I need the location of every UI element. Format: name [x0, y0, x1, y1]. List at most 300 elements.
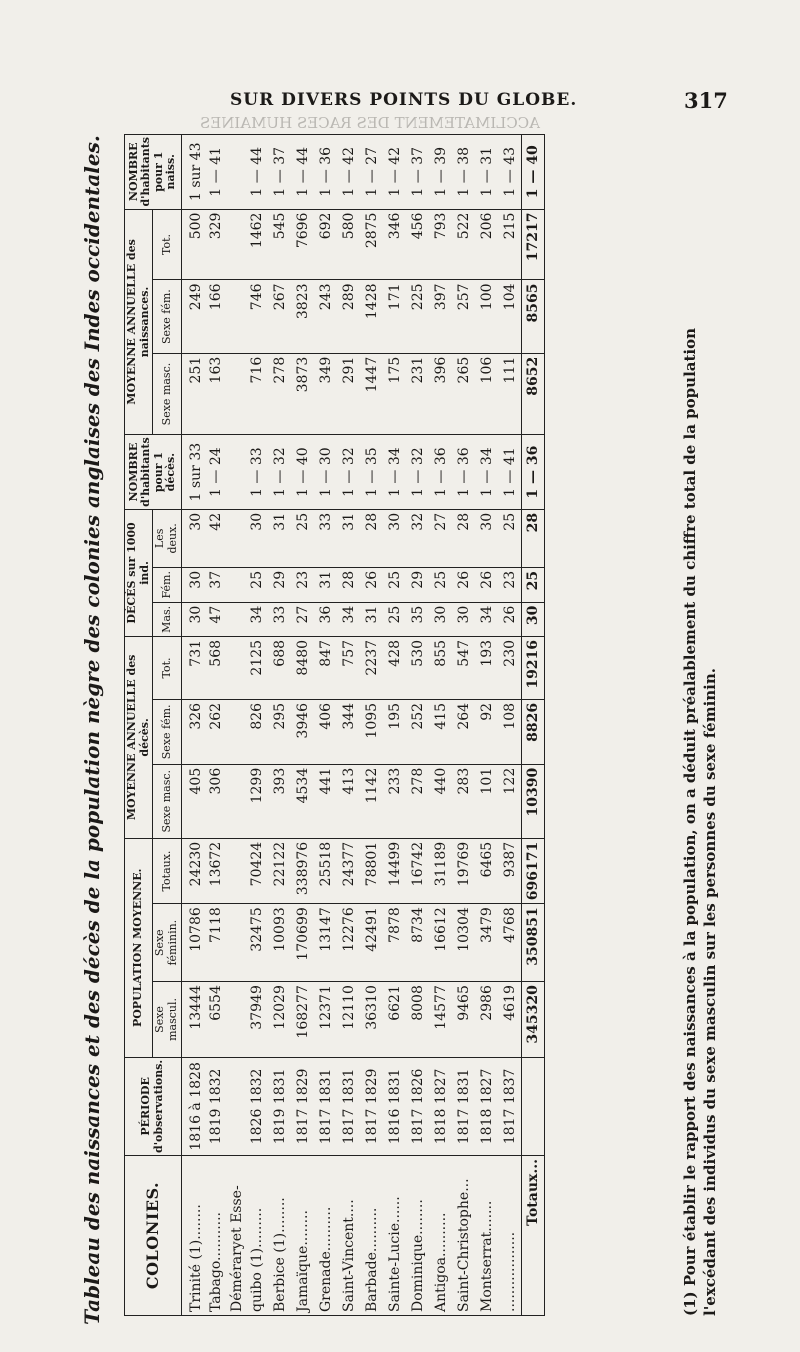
- cell-hab-dec: [228, 435, 246, 510]
- cell-periode: 1817 1826: [407, 1057, 430, 1155]
- cell-colonie: quibo (1).........: [246, 1156, 269, 1316]
- cell-nai-t: 2875: [361, 209, 384, 280]
- cell-mille-m: 30: [453, 602, 476, 636]
- cell-dec-m: 4534: [292, 764, 315, 838]
- footnote-line-2: l'excédant des individus du sexe masculin sur les personnes du sexe féminin.: [701, 668, 720, 1316]
- totals-nai-t: 17217: [522, 209, 545, 280]
- cell-colonie: Saint-Vincent....: [338, 1156, 361, 1316]
- cell-colonie: Berbice (1)........: [269, 1156, 292, 1316]
- cell-colonie: Antigoa..........: [430, 1156, 453, 1316]
- page-number: 317: [684, 88, 728, 113]
- cell-nai-m: [228, 353, 246, 435]
- table-row: [407, 135, 430, 1316]
- col-dec-fem: Sexe fém.: [153, 699, 181, 764]
- cell-nai-t: 346: [384, 209, 407, 280]
- cell-hab-nai: 1 — 39: [430, 135, 453, 210]
- col-pop-tot: Totaux.: [153, 838, 181, 903]
- cell-periode: 1819 1832: [205, 1057, 228, 1155]
- cell-mille-f: 29: [407, 567, 430, 602]
- cell-nai-t: 456: [407, 209, 430, 280]
- cell-nai-m: 111: [499, 353, 522, 435]
- cell-nai-m: 716: [246, 353, 269, 435]
- cell-mille-f: 26: [453, 567, 476, 602]
- cell-nai-t: [228, 209, 246, 280]
- footnote-line-1: (1) Pour établir le rapport des naissances à la population, on a déduit préalablement du chiffre total de la population: [681, 327, 699, 1316]
- cell-periode: 1818 1827: [430, 1057, 453, 1155]
- cell-hab-nai: 1 — 44: [246, 135, 269, 210]
- totals-nai-f: 8565: [522, 280, 545, 353]
- cell-nai-m: 265: [453, 353, 476, 435]
- cell-mille-d: 42: [205, 509, 228, 567]
- cell-nai-f: 249: [181, 280, 205, 353]
- cell-hab-nai: 1 — 42: [338, 135, 361, 210]
- cell-hab-nai: 1 sur 43: [181, 135, 205, 210]
- cell-periode: 1817 1831: [315, 1057, 338, 1155]
- cell-nai-m: 106: [476, 353, 499, 435]
- cell-nai-t: 545: [269, 209, 292, 280]
- cell-dec-m: 393: [269, 764, 292, 838]
- cell-hab-dec: 1 — 32: [269, 435, 292, 510]
- cell-colonie: Déméraryet Esse-: [228, 1156, 246, 1316]
- totals-dec-m: 10390: [522, 764, 545, 838]
- cell-mille-f: 26: [361, 567, 384, 602]
- cell-pop-f: 10786: [181, 904, 205, 982]
- cell-dec-m: 283: [453, 764, 476, 838]
- cell-mille-f: 29: [269, 567, 292, 602]
- table-row: [499, 135, 522, 1316]
- cell-nai-t: 692: [315, 209, 338, 280]
- cell-pop-f: 8734: [407, 904, 430, 982]
- cell-dec-t: 731: [181, 636, 205, 699]
- cell-nai-m: 163: [205, 353, 228, 435]
- totals-mille-d: 28: [522, 509, 545, 567]
- cell-hab-nai: 1 — 37: [269, 135, 292, 210]
- cell-dec-f: 326: [181, 699, 205, 764]
- cell-mille-f: 28: [338, 567, 361, 602]
- totals-nai-m: 8652: [522, 353, 545, 435]
- totals-dec-f: 8826: [522, 699, 545, 764]
- cell-mille-m: 36: [315, 602, 338, 636]
- cell-pop-f: [228, 904, 246, 982]
- cell-pop-t: 6465: [476, 838, 499, 903]
- cell-pop-m: [228, 982, 246, 1058]
- data-table: [124, 134, 545, 1316]
- cell-mille-m: 47: [205, 602, 228, 636]
- cell-pop-t: 13672: [205, 838, 228, 903]
- col-nai-fem: Sexe fém.: [153, 280, 181, 353]
- totals-mille-f: 25: [522, 567, 545, 602]
- col-periode: PÉRIODE d'observations.: [125, 1057, 182, 1155]
- table-row: [315, 135, 338, 1316]
- cell-pop-m: 36310: [361, 982, 384, 1058]
- cell-dec-f: 108: [499, 699, 522, 764]
- cell-mille-f: [228, 567, 246, 602]
- cell-pop-t: 338976: [292, 838, 315, 903]
- cell-periode: 1817 1831: [338, 1057, 361, 1155]
- cell-hab-dec: 1 — 36: [430, 435, 453, 510]
- cell-nai-f: 171: [384, 280, 407, 353]
- cell-mille-m: 34: [246, 602, 269, 636]
- cell-hab-dec: 1 — 40: [292, 435, 315, 510]
- totals-mille-m: 30: [522, 602, 545, 636]
- cell-colonie: Saint-Christophe...: [453, 1156, 476, 1316]
- cell-pop-f: 4768: [499, 904, 522, 982]
- cell-periode: 1816 1831: [384, 1057, 407, 1155]
- cell-pop-m: 12029: [269, 982, 292, 1058]
- cell-dec-m: 440: [430, 764, 453, 838]
- col-habitants-naissance: NOMBRE d'habitants pour 1 naiss.: [125, 135, 182, 210]
- table-row: [246, 135, 269, 1316]
- cell-dec-m: 101: [476, 764, 499, 838]
- cell-mille-m: 31: [361, 602, 384, 636]
- cell-nai-m: 3873: [292, 353, 315, 435]
- cell-mille-m: [228, 602, 246, 636]
- table-row: [453, 135, 476, 1316]
- cell-dec-m: 122: [499, 764, 522, 838]
- col-deces-moyenne: MOYENNE ANNUELLE des décès.: [125, 636, 153, 838]
- cell-nai-f: 1428: [361, 280, 384, 353]
- cell-nai-t: 500: [181, 209, 205, 280]
- table-row: [430, 135, 453, 1316]
- col-nai-tot: Tot.: [153, 209, 181, 280]
- cell-colonie: Trinité (1)........: [181, 1156, 205, 1316]
- cell-hab-dec: 1 — 34: [384, 435, 407, 510]
- cell-dec-m: 405: [181, 764, 205, 838]
- cell-nai-t: 7696: [292, 209, 315, 280]
- col-dec-masc: Sexe masc.: [153, 764, 181, 838]
- cell-hab-nai: 1 — 31: [476, 135, 499, 210]
- table-body: [181, 135, 545, 1316]
- col-pop-masc: Sexe mascul.: [153, 982, 181, 1058]
- cell-nai-t: 522: [453, 209, 476, 280]
- cell-mille-m: 30: [181, 602, 205, 636]
- cell-nai-m: 396: [430, 353, 453, 435]
- cell-dec-f: [228, 699, 246, 764]
- cell-mille-d: 31: [338, 509, 361, 567]
- cell-pop-m: 12110: [338, 982, 361, 1058]
- cell-pop-f: 13147: [315, 904, 338, 982]
- totals-spacer: [522, 1057, 545, 1155]
- cell-nai-m: 251: [181, 353, 205, 435]
- cell-mille-m: 35: [407, 602, 430, 636]
- cell-nai-f: 104: [499, 280, 522, 353]
- cell-periode: 1816 à 1828: [181, 1057, 205, 1155]
- table-row: [228, 135, 246, 1316]
- cell-hab-nai: 1 — 42: [384, 135, 407, 210]
- cell-nai-m: 231: [407, 353, 430, 435]
- cell-nai-f: 289: [338, 280, 361, 353]
- cell-dec-m: 441: [315, 764, 338, 838]
- cell-pop-t: 31189: [430, 838, 453, 903]
- table-caption: Tableau des naissances et des décès de la population nègre des colonies anglaises des Indes occidentales.: [80, 135, 104, 1325]
- cell-hab-nai: 1 — 27: [361, 135, 384, 210]
- cell-mille-f: 25: [246, 567, 269, 602]
- table-row: [205, 135, 228, 1316]
- cell-nai-t: 580: [338, 209, 361, 280]
- cell-hab-nai: 1 — 36: [315, 135, 338, 210]
- cell-dec-f: 262: [205, 699, 228, 764]
- table-row: [181, 135, 205, 1316]
- cell-pop-f: 7878: [384, 904, 407, 982]
- cell-pop-t: 70424: [246, 838, 269, 903]
- table-row: [292, 135, 315, 1316]
- cell-mille-d: 30: [384, 509, 407, 567]
- cell-mille-m: 34: [476, 602, 499, 636]
- table-row: [269, 135, 292, 1316]
- cell-mille-f: 30: [181, 567, 205, 602]
- cell-colonie: Barbade..........: [361, 1156, 384, 1316]
- cell-hab-nai: [228, 135, 246, 210]
- cell-nai-m: 1447: [361, 353, 384, 435]
- cell-periode: 1826 1832: [246, 1057, 269, 1155]
- totals-hab-nai: 1 — 40: [522, 135, 545, 210]
- cell-dec-f: 195: [384, 699, 407, 764]
- cell-periode: 1819 1831: [269, 1057, 292, 1155]
- cell-periode: 1817 1831: [453, 1057, 476, 1155]
- cell-colonie: Dominique........: [407, 1156, 430, 1316]
- cell-mille-m: 27: [292, 602, 315, 636]
- cell-dec-f: 415: [430, 699, 453, 764]
- cell-mille-d: 25: [499, 509, 522, 567]
- cell-mille-d: 30: [246, 509, 269, 567]
- cell-dec-f: 252: [407, 699, 430, 764]
- cell-periode: 1817 1829: [361, 1057, 384, 1155]
- footnote: [680, 136, 721, 1316]
- cell-pop-t: 19769: [453, 838, 476, 903]
- cell-dec-t: 2125: [246, 636, 269, 699]
- cell-pop-t: [228, 838, 246, 903]
- cell-nai-f: 257: [453, 280, 476, 353]
- cell-periode: [228, 1057, 246, 1155]
- table-row: [338, 135, 361, 1316]
- cell-periode: 1818 1827: [476, 1057, 499, 1155]
- totals-hab-dec: 1 — 36: [522, 435, 545, 510]
- cell-pop-f: 32475: [246, 904, 269, 982]
- cell-dec-m: 413: [338, 764, 361, 838]
- cell-dec-t: 688: [269, 636, 292, 699]
- cell-colonie: Montserrat.......: [476, 1156, 499, 1316]
- cell-pop-m: 13444: [181, 982, 205, 1058]
- cell-hab-dec: 1 — 32: [407, 435, 430, 510]
- cell-nai-t: 329: [205, 209, 228, 280]
- cell-dec-t: 2237: [361, 636, 384, 699]
- cell-mille-f: 26: [476, 567, 499, 602]
- cell-colonie: Sainte-Lucie......: [384, 1156, 407, 1316]
- cell-dec-m: 278: [407, 764, 430, 838]
- cell-mille-m: 34: [338, 602, 361, 636]
- cell-hab-dec: 1 — 32: [338, 435, 361, 510]
- cell-mille-d: 28: [361, 509, 384, 567]
- cell-mille-f: 31: [315, 567, 338, 602]
- col-naissances-moyenne: MOYENNE ANNUELLE des naissances.: [125, 209, 153, 435]
- bleed-through-text: ACCLIMATEMENT DES RACES HUMAINES: [200, 114, 541, 132]
- cell-pop-m: 2986: [476, 982, 499, 1058]
- cell-dec-m: 233: [384, 764, 407, 838]
- cell-hab-dec: 1 — 35: [361, 435, 384, 510]
- running-head: SUR DIVERS POINTS DU GLOBE.: [230, 90, 578, 110]
- cell-dec-t: 230: [499, 636, 522, 699]
- cell-hab-dec: 1 — 34: [476, 435, 499, 510]
- cell-dec-t: 757: [338, 636, 361, 699]
- cell-mille-m: 30: [430, 602, 453, 636]
- cell-mille-d: 27: [430, 509, 453, 567]
- cell-hab-dec: 1 — 30: [315, 435, 338, 510]
- cell-hab-nai: 1 — 44: [292, 135, 315, 210]
- cell-dec-f: 295: [269, 699, 292, 764]
- cell-hab-nai: 1 — 37: [407, 135, 430, 210]
- cell-mille-d: 32: [407, 509, 430, 567]
- cell-colonie: Tabago...........: [205, 1156, 228, 1316]
- cell-dec-m: 306: [205, 764, 228, 838]
- cell-pop-t: 9387: [499, 838, 522, 903]
- cell-mille-d: 28: [453, 509, 476, 567]
- cell-hab-nai: 1 — 43: [499, 135, 522, 210]
- cell-nai-m: 175: [384, 353, 407, 435]
- col-dec-tot: Tot.: [153, 636, 181, 699]
- cell-nai-f: 3823: [292, 280, 315, 353]
- cell-mille-f: 25: [430, 567, 453, 602]
- cell-pop-t: 78801: [361, 838, 384, 903]
- cell-dec-f: 406: [315, 699, 338, 764]
- cell-pop-m: 6621: [384, 982, 407, 1058]
- cell-nai-f: 166: [205, 280, 228, 353]
- cell-nai-f: 243: [315, 280, 338, 353]
- col-mille-deux: Les deux.: [153, 509, 181, 567]
- cell-dec-f: 1095: [361, 699, 384, 764]
- cell-pop-f: 170699: [292, 904, 315, 982]
- cell-pop-f: 42491: [361, 904, 384, 982]
- cell-mille-f: 23: [499, 567, 522, 602]
- cell-dec-t: [228, 636, 246, 699]
- cell-nai-m: 291: [338, 353, 361, 435]
- col-population: POPULATION MOYENNE.: [125, 838, 153, 1057]
- cell-pop-m: 9465: [453, 982, 476, 1058]
- col-mille-fem: Fém.: [153, 567, 181, 602]
- cell-nai-t: 793: [430, 209, 453, 280]
- col-mille-mas: Mas.: [153, 602, 181, 636]
- table-row: [361, 135, 384, 1316]
- col-nai-masc: Sexe masc.: [153, 353, 181, 435]
- cell-dec-t: 428: [384, 636, 407, 699]
- totals-pop-f: 350851: [522, 904, 545, 982]
- cell-dec-m: 1142: [361, 764, 384, 838]
- cell-pop-m: 14577: [430, 982, 453, 1058]
- cell-nai-t: 215: [499, 209, 522, 280]
- cell-pop-m: 12371: [315, 982, 338, 1058]
- cell-nai-t: 1462: [246, 209, 269, 280]
- cell-nai-f: 225: [407, 280, 430, 353]
- cell-nai-f: 746: [246, 280, 269, 353]
- cell-nai-m: 349: [315, 353, 338, 435]
- col-pop-fem: Sexe féminin.: [153, 904, 181, 982]
- cell-colonie: Grenade..........: [315, 1156, 338, 1316]
- cell-mille-d: [228, 509, 246, 567]
- cell-colonie: ..................: [499, 1156, 522, 1316]
- cell-pop-f: 10304: [453, 904, 476, 982]
- totals-pop-m: 345320: [522, 982, 545, 1058]
- cell-pop-f: 7118: [205, 904, 228, 982]
- cell-nai-f: [228, 280, 246, 353]
- cell-dec-t: 568: [205, 636, 228, 699]
- cell-pop-m: 4619: [499, 982, 522, 1058]
- cell-mille-f: 23: [292, 567, 315, 602]
- cell-hab-dec: 1 — 36: [453, 435, 476, 510]
- cell-dec-f: 92: [476, 699, 499, 764]
- cell-pop-t: 22122: [269, 838, 292, 903]
- cell-dec-f: 826: [246, 699, 269, 764]
- cell-dec-f: 264: [453, 699, 476, 764]
- cell-dec-m: [228, 764, 246, 838]
- col-colonies: COLONIES.: [125, 1156, 182, 1316]
- cell-hab-dec: 1 sur 33: [181, 435, 205, 510]
- cell-dec-f: 3946: [292, 699, 315, 764]
- cell-dec-t: 855: [430, 636, 453, 699]
- cell-mille-d: 30: [181, 509, 205, 567]
- cell-mille-m: 25: [384, 602, 407, 636]
- cell-periode: 1817 1829: [292, 1057, 315, 1155]
- cell-mille-d: 31: [269, 509, 292, 567]
- cell-pop-m: 6554: [205, 982, 228, 1058]
- cell-dec-t: 193: [476, 636, 499, 699]
- col-habitants-deces: NOMBRE d'habitants pour 1 décès.: [125, 435, 182, 510]
- cell-pop-t: 24377: [338, 838, 361, 903]
- cell-mille-f: 37: [205, 567, 228, 602]
- totals-pop-t: 696171: [522, 838, 545, 903]
- cell-dec-m: 1299: [246, 764, 269, 838]
- cell-nai-f: 100: [476, 280, 499, 353]
- cell-hab-dec: 1 — 41: [499, 435, 522, 510]
- cell-pop-m: 8008: [407, 982, 430, 1058]
- cell-dec-t: 547: [453, 636, 476, 699]
- cell-pop-m: 168277: [292, 982, 315, 1058]
- cell-pop-f: 12276: [338, 904, 361, 982]
- cell-nai-f: 267: [269, 280, 292, 353]
- cell-hab-nai: 1 — 38: [453, 135, 476, 210]
- cell-dec-f: 344: [338, 699, 361, 764]
- cell-mille-m: 33: [269, 602, 292, 636]
- cell-colonie: Jamaïque........: [292, 1156, 315, 1316]
- cell-pop-t: 14499: [384, 838, 407, 903]
- table-row: [384, 135, 407, 1316]
- cell-pop-t: 16742: [407, 838, 430, 903]
- cell-nai-m: 278: [269, 353, 292, 435]
- cell-pop-f: 16612: [430, 904, 453, 982]
- totals-dec-t: 19216: [522, 636, 545, 699]
- cell-hab-nai: 1 — 41: [205, 135, 228, 210]
- rotated-table-region: [80, 130, 740, 1330]
- cell-hab-dec: 1 — 24: [205, 435, 228, 510]
- cell-dec-t: 8480: [292, 636, 315, 699]
- totals-label: Totaux...: [522, 1156, 545, 1316]
- cell-periode: 1817 1837: [499, 1057, 522, 1155]
- cell-mille-d: 25: [292, 509, 315, 567]
- cell-nai-t: 206: [476, 209, 499, 280]
- cell-pop-t: 25518: [315, 838, 338, 903]
- cell-mille-m: 26: [499, 602, 522, 636]
- cell-dec-t: 847: [315, 636, 338, 699]
- totals-row: [522, 135, 545, 1316]
- cell-pop-f: 10093: [269, 904, 292, 982]
- cell-pop-m: 37949: [246, 982, 269, 1058]
- cell-mille-d: 30: [476, 509, 499, 567]
- col-deces-1000: DÉCÈS sur 1000 ind.: [125, 509, 153, 636]
- cell-pop-t: 24230: [181, 838, 205, 903]
- cell-hab-dec: 1 — 33: [246, 435, 269, 510]
- table-row: [476, 135, 499, 1316]
- cell-mille-f: 25: [384, 567, 407, 602]
- cell-mille-d: 33: [315, 509, 338, 567]
- cell-nai-f: 397: [430, 280, 453, 353]
